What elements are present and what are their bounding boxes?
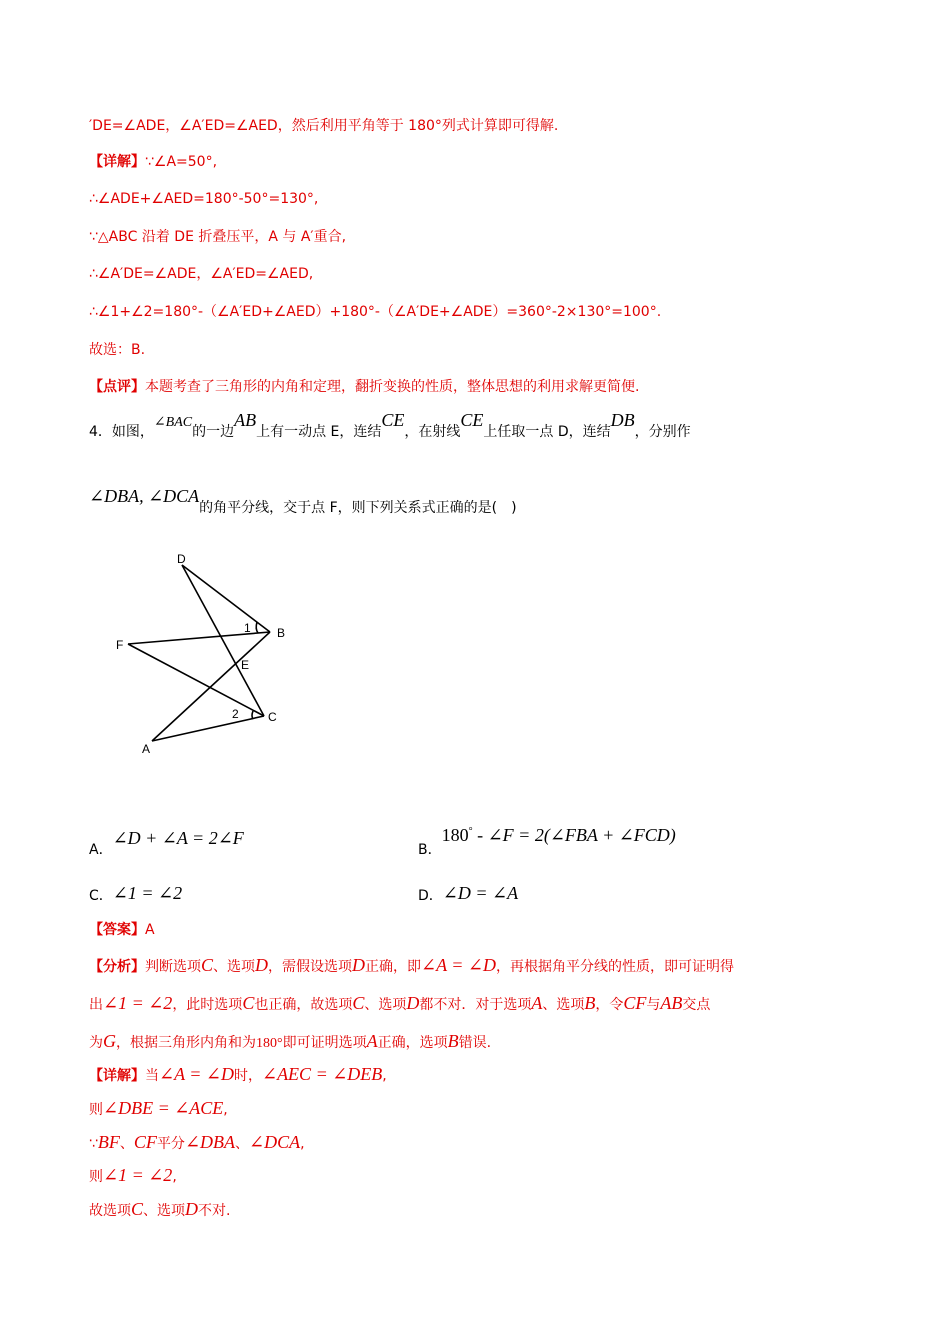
segment-DC	[182, 565, 264, 716]
geometry-figure	[100, 545, 300, 760]
option-C: C．∠1 = ∠2	[89, 883, 183, 904]
detail-line-5: 故选项C、选项D不对.	[89, 1199, 231, 1219]
comment-line: 【点评】本题考查了三角形的内角和定理，翻折变换的性质，整体思想的利用求解更简便.	[89, 379, 640, 395]
option-D: D．∠D = ∠A	[418, 883, 519, 904]
segment-AC	[152, 716, 264, 741]
label-2: 2	[232, 707, 239, 721]
detail-line: 【详解】∵∠A=50°,	[89, 154, 218, 170]
detail-line-3: ∵BF、CF平分∠DBA、∠DCA,	[89, 1132, 305, 1152]
option-A: A．∠D + ∠A = 2∠F	[89, 828, 244, 858]
label-F: F	[116, 638, 124, 652]
solution-line: ′DE=∠ADE，∠A′ED=∠AED，然后利用平角等于 180°列式计算即可得解.	[89, 118, 559, 134]
solution-line: ∵△ABC 沿着 DE 折叠压平，A 与 A′重合,	[89, 229, 347, 245]
solution-line: ∴∠ADE+∠AED=180°-50°=130°,	[89, 191, 319, 207]
label-A: A	[142, 742, 151, 756]
detail-line-1: 【详解】当∠A = ∠D时，∠AEC = ∠DEB,	[89, 1064, 387, 1084]
option-B: B．180° - ∠F = 2(∠FBA + ∠FCD)	[418, 825, 676, 858]
segment-AB	[152, 632, 270, 741]
comment-tag: 【点评】	[89, 379, 145, 395]
solution-line: ∴∠1+∠2=180°-（∠A′ED+∠AED）+180°-（∠A′DE+∠ADE）=360°-2×130°=100°.	[89, 304, 662, 320]
solution-line: ∴∠A′DE=∠ADE，∠A′ED=∠AED,	[89, 266, 314, 282]
label-C: C	[268, 710, 277, 724]
answer-line: 【答案】A	[89, 922, 155, 938]
answer-value: A	[145, 922, 155, 938]
solution-line: 故选：B.	[89, 342, 146, 358]
question-4-stem-2: ∠DBA, ∠DCA的角平分线，交于点 F，则下列关系式正确的是( )	[89, 486, 517, 516]
label-D: D	[177, 552, 186, 566]
analysis-line-2: 出∠1 = ∠2，此时选项C也正确，故选项C、选项D都不对．对于选项A、选项B，令CF与AB交点	[89, 993, 711, 1013]
label-1: 1	[244, 621, 251, 635]
label-E: E	[241, 658, 250, 672]
angle-2-arc	[252, 711, 253, 719]
detail-tag: 【详解】	[89, 154, 145, 170]
detail-line-2: 则∠DBE = ∠ACE,	[89, 1098, 228, 1118]
analysis-line-3: 为G，根据三角形内角和为180°即可证明选项A正确，选项B错误.	[89, 1031, 492, 1051]
detail-line-4: 则∠1 = ∠2,	[89, 1165, 177, 1185]
question-4-stem: 4．如图，∠BAC的一边AB上有一动点 E，连结CE，在射线CE上任取一点 D，连结DB，分别作	[89, 410, 691, 440]
label-B: B	[277, 626, 286, 640]
analysis-line-1: 【分析】判断选项C、选项D，需假设选项D正确，即∠A = ∠D，再根据角平分线的性质，即可证明得	[89, 955, 734, 975]
